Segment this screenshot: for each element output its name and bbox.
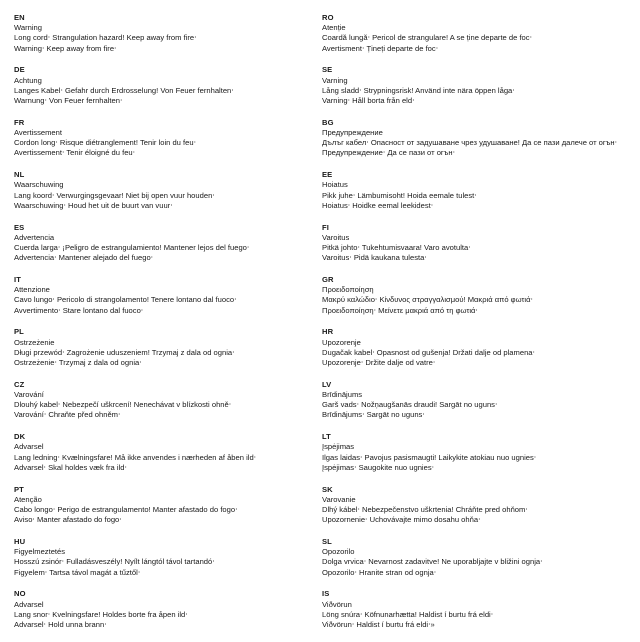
- warning-text-line: Brīdinājums‧ Sargāt no uguns‧: [322, 410, 425, 420]
- warning-text-line: Varning‧ Håll borta från eld‧: [322, 96, 415, 106]
- warning-heading: Attenzione: [14, 285, 50, 295]
- warning-heading: Προειδοποίηση: [322, 285, 374, 295]
- warning-text-line: Įspėjimas‧ Saugokite nuo ugnies‧: [322, 462, 435, 472]
- warning-text-line: Advarsel‧ Hold unna brann‧: [14, 620, 107, 630]
- warning-text-line: Προειδοποίηση‧ Μείνετε μακριά από τη φωτιά‧: [322, 305, 478, 315]
- warning-text-line: Pitkä johto‧ Tukehtumisvaara! Varo avotulta‧: [322, 243, 471, 253]
- language-block-fi: [322, 223, 622, 264]
- language-block-es: [14, 223, 314, 264]
- language-code: HU: [14, 537, 26, 547]
- warning-heading: Warning: [14, 23, 42, 33]
- warning-text-line: Advertencia‧ Mantener alejado del fuego‧: [14, 253, 154, 263]
- warning-heading: Предупреждение: [322, 128, 383, 138]
- warning-text-line: Figyelem‧ Tartsa távol magát a tűztől‧: [14, 567, 141, 577]
- warning-text-line: Advarsel‧ Skal holdes væk fra ild‧: [14, 462, 127, 472]
- warning-heading: Brīdinājums: [322, 390, 363, 400]
- language-block-se: [322, 65, 622, 106]
- language-code: FI: [322, 222, 329, 232]
- warning-text-line: Lang snor‧ Kvelningsfare! Holdes borte fra åpen ild‧: [14, 609, 188, 619]
- warning-heading: Hoiatus: [322, 180, 348, 190]
- warning-text-line: Long cord‧ Strangulation hazard! Keep away from fire‧: [14, 33, 197, 43]
- language-block-hu: [14, 537, 314, 578]
- language-code: NL: [14, 170, 25, 180]
- warning-text-line: Pikk juhe‧ Lämbumisoht! Hoida eemale tulest‧: [322, 190, 477, 200]
- language-code: EE: [322, 170, 333, 180]
- warning-text-line: Hosszú zsinór‧ Fulladásveszély! Nyílt lángtól távol tartandó‧: [14, 557, 215, 567]
- warning-heading: Viðvörun: [322, 599, 352, 609]
- warning-heading: Advarsel: [14, 442, 44, 452]
- warning-text-line: Waarschuwing‧ Houd het uit de buurt van vuur‧: [14, 200, 173, 210]
- warning-heading: Varning: [322, 75, 348, 85]
- warning-heading: Varování: [14, 390, 44, 400]
- language-code: RO: [322, 13, 334, 22]
- warning-text-line: Dolga vrvica‧ Nevarnost zadavitve! Ne uporabljajte v bližini ognja‧: [322, 557, 543, 567]
- warning-text-line: Avvertimento‧ Stare lontano dal fuoco‧: [14, 305, 144, 315]
- warning-text-line: Warnung‧ Von Feuer fernhalten‧: [14, 96, 123, 106]
- warning-text-line: Ilgas laidas‧ Pavojus pasismaugti! Laikykite atokiau nuo ugnies‧: [322, 452, 537, 462]
- warning-heading: Įspėjimas: [322, 442, 355, 452]
- warning-text-line: Cabo longo‧ Perigo de estrangulamento! Manter afastado do fogo‧: [14, 505, 238, 515]
- warning-heading: Atenție: [322, 23, 346, 33]
- warning-text-line: Dlhý kábel‧ Nebezpečenstvo uškrtenia! Chráňte pred ohňom‧: [322, 505, 528, 515]
- warning-text-line: Langes Kabel‧ Gefahr durch Erdrosselung! Von Feuer fernhalten‧: [14, 85, 234, 95]
- warning-heading: Advertencia: [14, 232, 55, 242]
- warning-heading: Atenção: [14, 494, 42, 504]
- language-code: IS: [322, 589, 330, 599]
- language-code: FR: [14, 117, 25, 127]
- warning-heading: Achtung: [14, 75, 42, 85]
- warning-text-line: Upozornenie‧ Uchovávajte mimo dosahu ohňa‧: [322, 515, 481, 525]
- language-code: IT: [14, 275, 21, 285]
- language-code: DE: [14, 65, 25, 75]
- warning-text-line: Hoiatus‧ Hoidke eemal leekidest‧: [322, 200, 434, 210]
- warning-heading: Avertissement: [14, 128, 62, 138]
- warning-text-line: Lang ledning‧ Kvælningsfare! Må ikke anvendes i nærheden af åben ild‧: [14, 452, 257, 462]
- language-block-lv: [322, 380, 622, 421]
- language-block-no: [14, 589, 314, 630]
- warning-text-line: Dlouhý kabel‧ Nebezpečí uškrcení! Nenechávat v blízkosti ohně‧: [14, 400, 232, 410]
- warning-text-line: Dugačak kabel‧ Opasnost od gušenja! Držati dalje od plamena‧: [322, 347, 535, 357]
- language-block-it: [14, 275, 314, 316]
- language-code: NO: [14, 589, 26, 599]
- warning-text-line: Lång sladd‧ Strypningsrisk! Använd inte nära öppen låga‧: [322, 85, 515, 95]
- language-code: LT: [322, 432, 331, 442]
- warning-text-line: Avertissement‧ Tenir éloigné du feu‧: [14, 148, 136, 158]
- warning-text-line: Viðvörun‧ Haldist í burtu frá eldi‧»: [322, 620, 435, 630]
- warning-text-line: Varoitus‧ Pidä kaukana tulesta‧: [322, 253, 427, 263]
- warning-heading: Figyelmeztetés: [14, 547, 66, 557]
- language-code: SL: [322, 537, 332, 547]
- language-code: ES: [14, 222, 25, 232]
- warning-text-line: Upozorenje‧ Držite dalje od vatre‧: [322, 358, 436, 368]
- language-block-nl: [14, 170, 314, 211]
- language-block-hr: [322, 327, 622, 368]
- language-code: SK: [322, 484, 333, 494]
- warning-heading: Opozorilo: [322, 547, 355, 557]
- language-block-sk: [322, 485, 622, 526]
- warning-text-line: Aviso‧ Manter afastado do fogo‧: [14, 515, 122, 525]
- language-block-pl: [14, 327, 314, 368]
- language-code: BG: [322, 117, 334, 127]
- language-code: EN: [14, 13, 25, 22]
- warning-text-line: Cavo lungo‧ Pericolo di strangolamento! Tenere lontano dal fuoco‧: [14, 295, 237, 305]
- warning-text-line: Avertisment‧ Țineți departe de foc‧: [322, 43, 439, 53]
- warning-text-line: Coardă lungă‧ Pericol de strangulare! A se ține departe de foc‧: [322, 33, 532, 43]
- warning-heading: Waarschuwing: [14, 180, 64, 190]
- language-block-ee: [322, 170, 622, 211]
- warning-heading: Upozorenje: [322, 337, 361, 347]
- left-column: [14, 13, 314, 642]
- language-block-dk: [14, 432, 314, 473]
- warning-heading: Advarsel: [14, 599, 44, 609]
- warning-heading: Ostrzeżenie: [14, 337, 55, 347]
- language-block-de: [14, 65, 314, 106]
- language-code: PL: [14, 327, 24, 337]
- language-code: DK: [14, 432, 26, 442]
- language-block-is: [322, 589, 622, 630]
- language-block-en: [14, 13, 314, 54]
- language-code: HR: [322, 327, 334, 337]
- language-block-bg: [322, 118, 622, 159]
- warning-text-line: Cuerda larga‧ ¡Peligro de estrangulamiento! Mantener lejos del fuego‧: [14, 243, 250, 253]
- language-code: GR: [322, 275, 334, 285]
- warning-text-line: Дълъг кабел‧ Опасност от задушаване чрез удушаване! Да се пази далече от огън‧: [322, 138, 618, 148]
- language-block-sl: [322, 537, 622, 578]
- language-block-fr: [14, 118, 314, 159]
- warning-text-line: Opozorilo‧ Hranite stran od ognja‧: [322, 567, 437, 577]
- warning-text-line: Ostrzeżenie‧ Trzymaj z dala od ognia‧: [14, 358, 142, 368]
- warning-text-line: Lang koord‧ Verwurgingsgevaar! Niet bij open vuur houden‧: [14, 190, 215, 200]
- warning-text-line: Cordon long‧ Risque diétranglement! Tenir loin du feu‧: [14, 138, 196, 148]
- language-code: PT: [14, 484, 24, 494]
- warning-text-line: Varování‧ Chraňte před ohněm‧: [14, 410, 121, 420]
- warning-text-line: Löng snúra‧ Köfnunarhætta! Haldist í burtu frá eldi‧: [322, 609, 494, 619]
- warning-heading: Varoitus: [322, 232, 350, 242]
- language-code: SE: [322, 65, 333, 75]
- warning-text-line: Warning‧ Keep away from fire‧: [14, 43, 117, 53]
- warning-text-line: Μακρύ καλώδιο‧ Κίνδυνος στραγγαλισμού! Μακριά από φωτιά‧: [322, 295, 533, 305]
- language-block-cz: [14, 380, 314, 421]
- warning-text-line: Długi przewód‧ Zagrożenie uduszeniem! Trzymaj z dala od ognia‧: [14, 347, 235, 357]
- language-code: CZ: [14, 379, 25, 389]
- right-column: [322, 13, 622, 642]
- warning-text-line: Garš vads‧ Nožņaugšanās draudi! Sargāt no uguns‧: [322, 400, 498, 410]
- language-block-gr: [322, 275, 622, 316]
- language-block-lt: [322, 432, 622, 473]
- language-block-ro: [322, 13, 622, 54]
- language-block-pt: [14, 485, 314, 526]
- warning-heading: Varovanie: [322, 494, 356, 504]
- language-code: LV: [322, 379, 332, 389]
- warning-text-line: Предупреждение‧ Да се пази от огън‧: [322, 148, 456, 158]
